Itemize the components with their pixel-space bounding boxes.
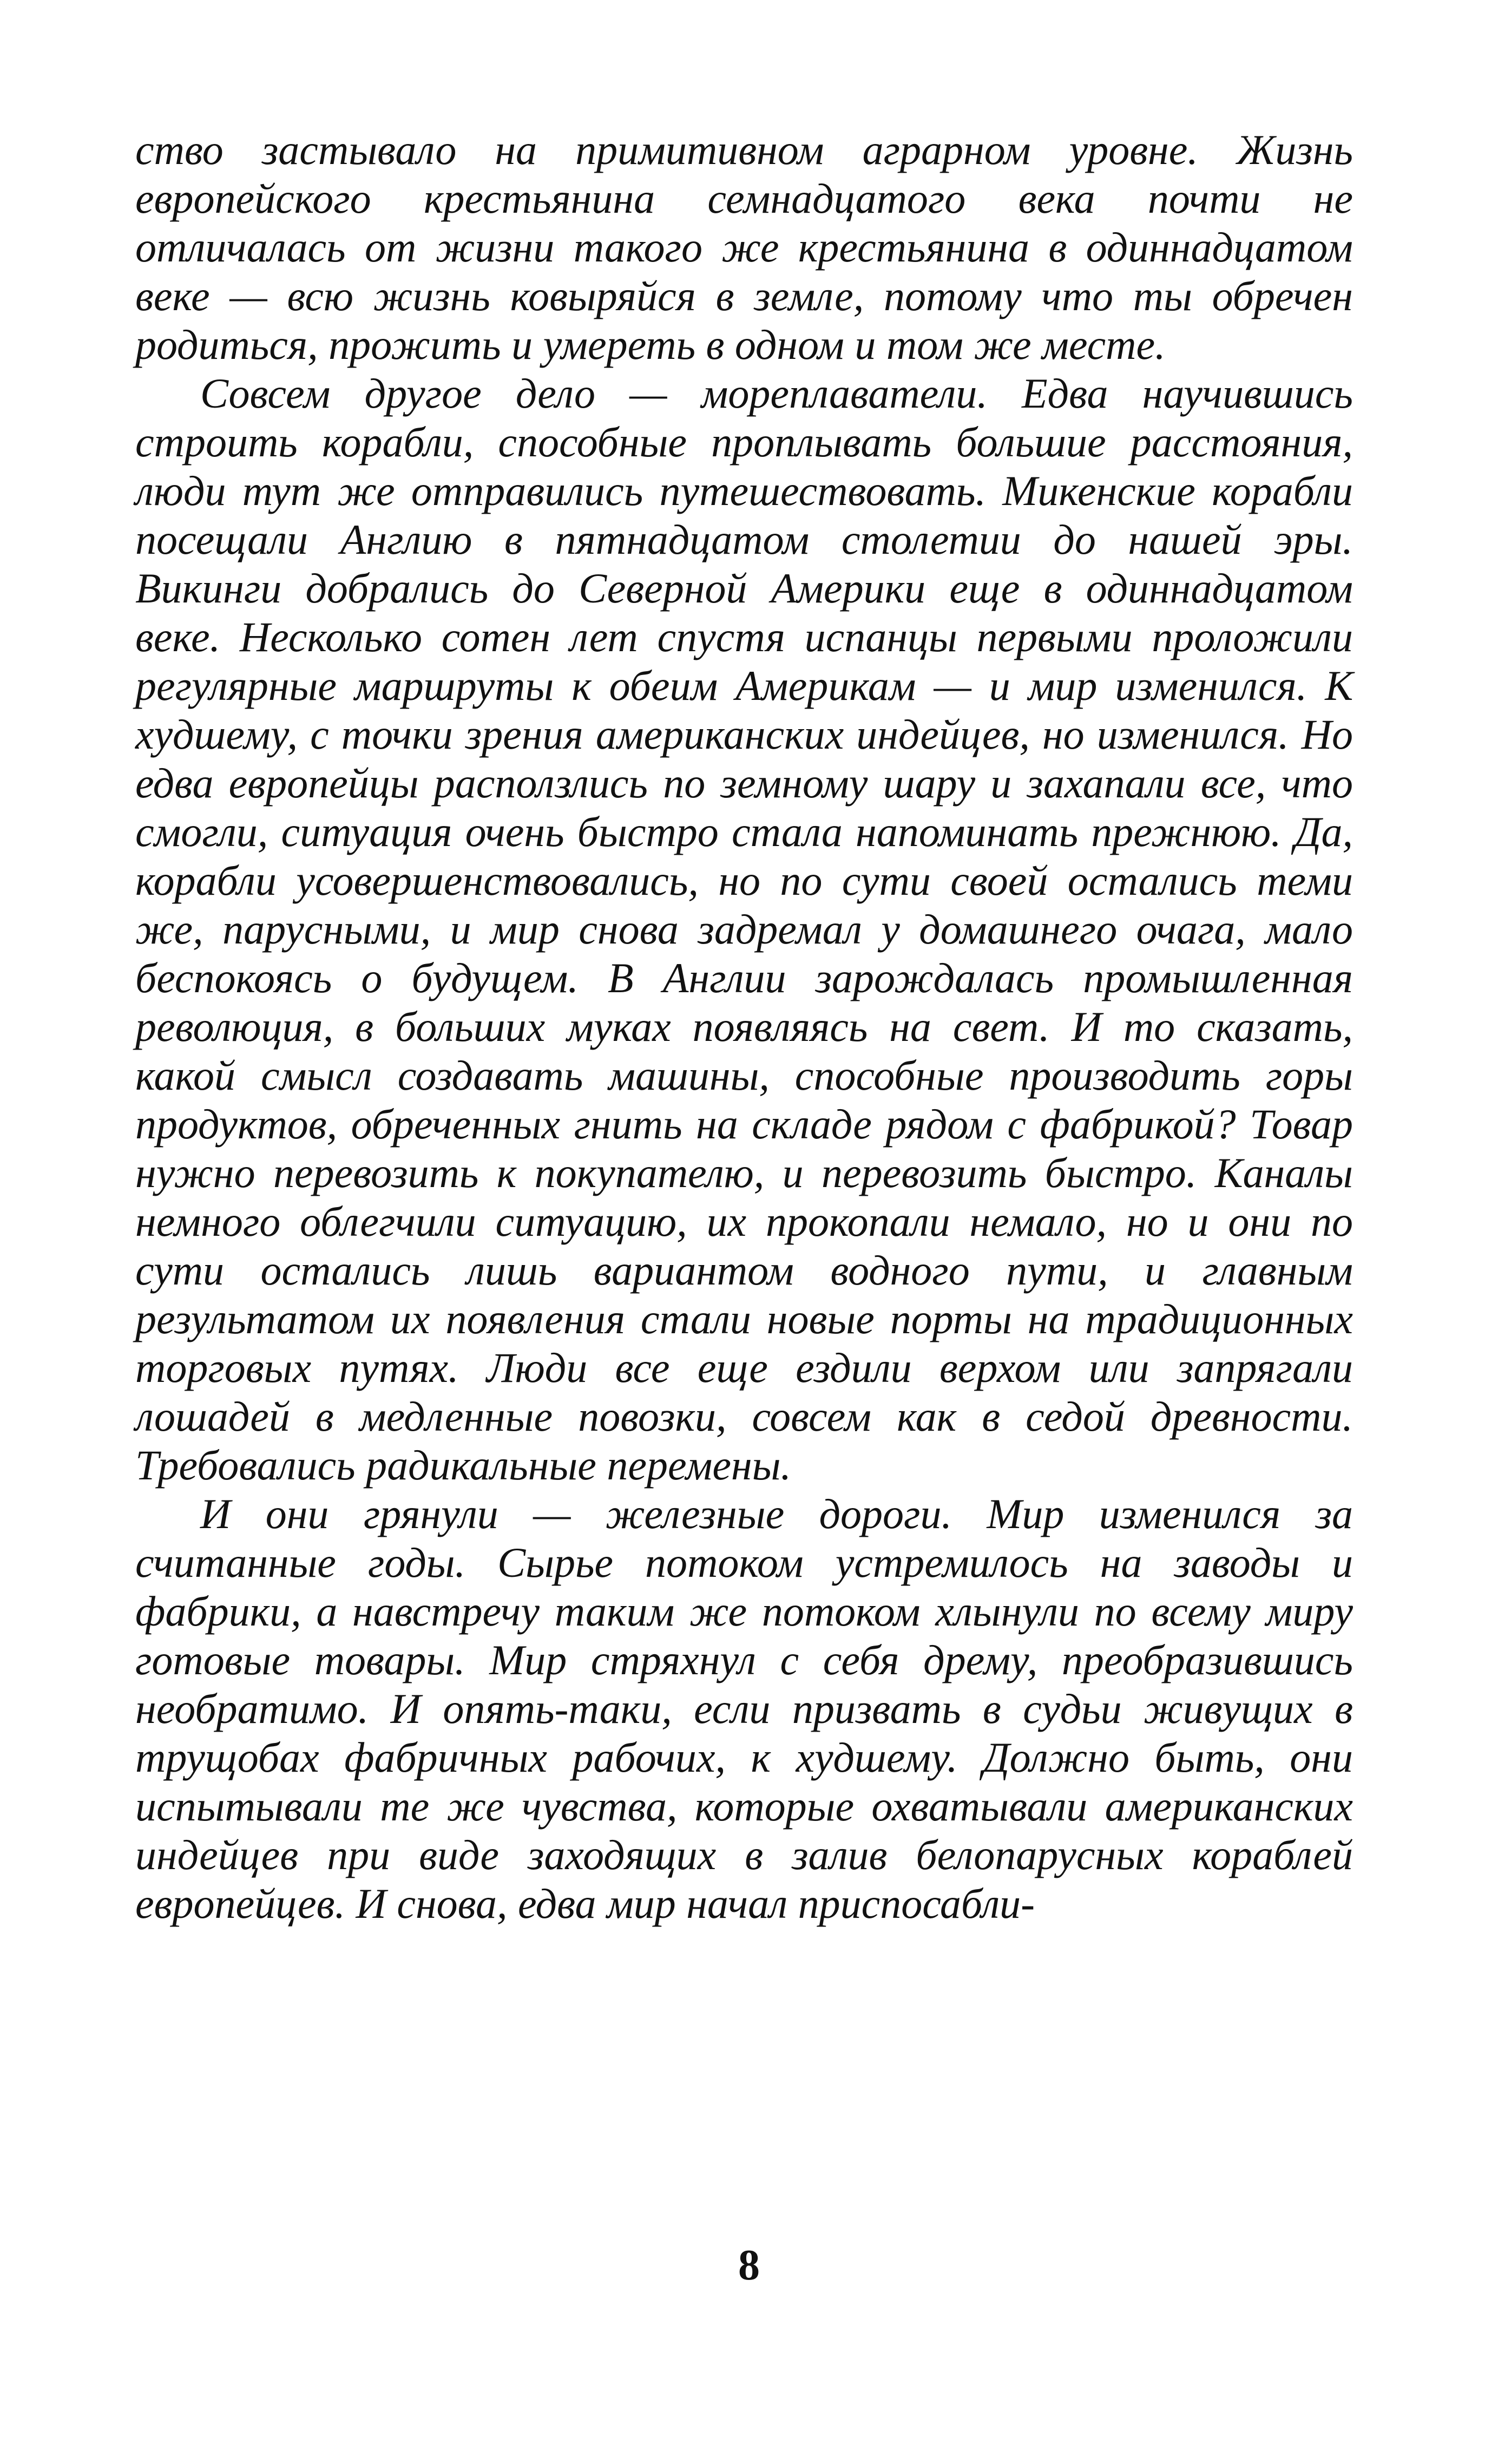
body-text — [135, 126, 1353, 1928]
page-number: 8 — [738, 2242, 760, 2289]
paragraph-railways: И они грянули — железные дороги. Мир изменился за считанные годы. Сырье потоком устремилось на заводы и фабрики, а навстречу таким же потоком хлынули по всему миру готовые товары. Мир стряхнул с себя дрему, преобразившись необратимо. И опять-таки, если призвать в судьи живущих в трущобах фабричных рабочих, к худшему. Должно быть, они испытывали те же чувства, которые охватывали американских индейцев при виде заходящих в залив белопарусных кораблей европейцев. И снова, едва мир начал приспосабли- — [135, 1490, 1353, 1927]
paragraph-continuation: ство застывало на примитивном аграрном уровне. Жизнь европейского крестьянина семнадцатого века почти не отличалась от жизни такого же крестьянина в одиннадцатом веке — всю жизнь ковыряйся в земле, потому что ты обречен родиться, прожить и умереть в одном и том же месте. — [135, 126, 1353, 368]
paragraph-mariners: Совсем другое дело — мореплаватели. Едва научившись строить корабли, способные проплывать большие расстояния, люди тут же отправились путешествовать. Микенские корабли посещали Англию в пятнадцатом столетии до нашей эры. Викинги добрались до Северной Америки еще в одиннадцатом веке. Несколько сотен лет спустя испанцы первыми проложили регулярные маршруты к обеим Америкам — и мир изменился. К худшему, с точки зрения американских индейцев, но изменился. Но едва европейцы расползлись по земному шару и захапали все, что смогли, ситуация очень быстро стала напоминать прежнюю. Да, корабли усовершенствовались, но по сути своей остались теми же, парусными, и мир снова задремал у домашнего очага, мало беспокоясь о будущем. В Англии зарождалась промышленная революция, в больших муках появляясь на свет. И то сказать, какой смысл создавать машины, способные производить горы продуктов, обреченных гнить на складе рядом с фабрикой? Товар нужно перевозить к покупателю, и перевозить быстро. Каналы немного облегчили ситуацию, их прокопали немало, но и они по сути остались лишь вариантом водного пути, и главным результатом их появления стали новые порты на традиционных торговых путях. Люди все еще ездили верхом или запрягали лошадей в медленные повозки, совсем как в седой древности. Требовались радикальные перемены. — [135, 370, 1353, 1489]
